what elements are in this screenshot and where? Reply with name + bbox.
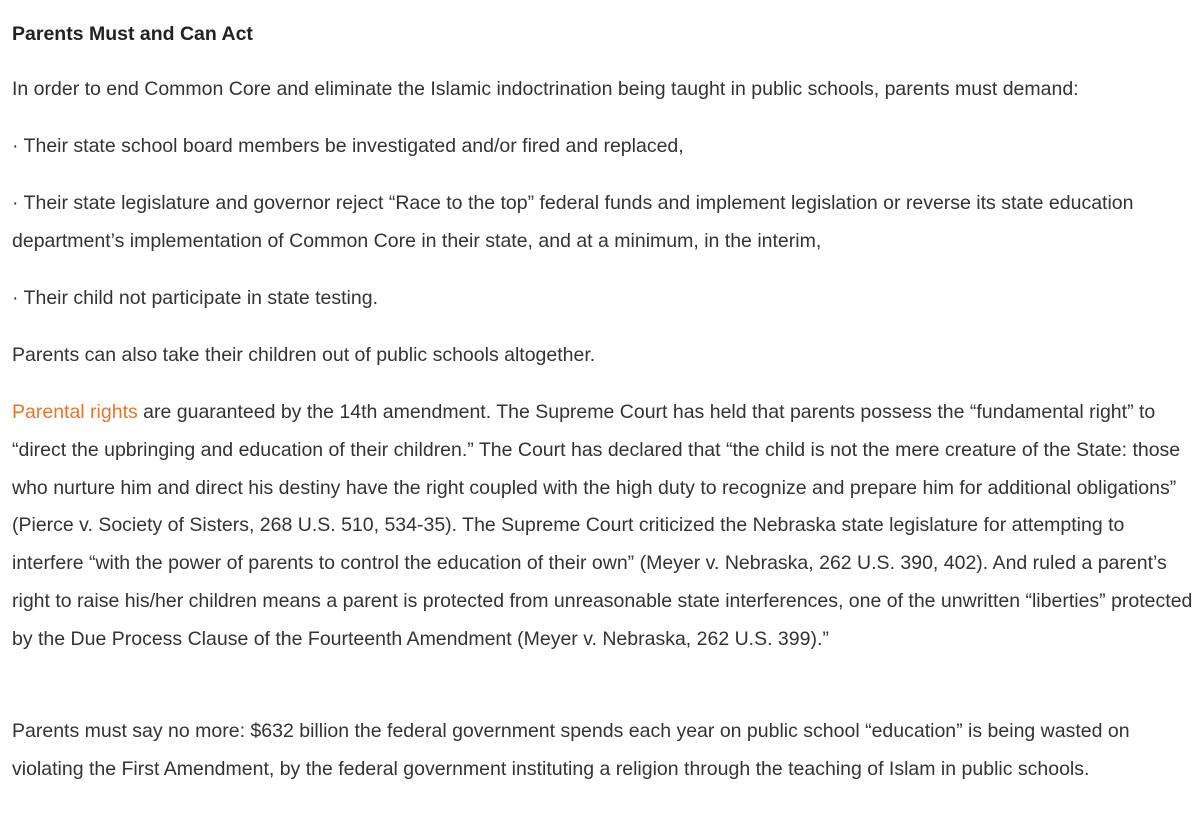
parental-rights-text: are guaranteed by the 14th amendment. The Supreme Court has held that parents possess the “fundamental right” to “direct the upbringing and education of their children.” The Court has declared that “the child is not the mere creature of the State: those who nurture him and direct his destiny have the right coupled with the high duty to recognize and prepare him for additional obligations” (Pierce v. Society of Sisters, 268 U.S. 510, 534-35). The Supreme Court criticized the Nebraska state legislature for attempting to interfere “with the power of parents to control the education of their own” (Meyer v. Nebraska, 262 U.S. 390, 402). And ruled a parent’s right to raise his/her children means a parent is protected from unreasonable state interferences, one of the unwritten “liberties” protected by the Due Process Clause of the Fourteenth Amendment (Meyer v. Nebraska, 262 U.S. 399).” (12, 401, 1193, 650)
bullet-item-testing: · Their child not participate in state testing. (12, 287, 378, 309)
conclusion-paragraph: Parents must say no more: $632 billion the federal government spends each year on public school “education” is being wasted on violating the First Amendment, by the federal government instituting a religion through the teaching of Islam in public schools. (12, 720, 1130, 780)
alternative-paragraph: Parents can also take their children out of public schools altogether. (12, 344, 596, 366)
parental-rights-paragraph (12, 394, 1196, 659)
intro-paragraph: In order to end Common Core and eliminate the Islamic indoctrination being taught in public schools, parents must demand: (12, 78, 1079, 100)
section-heading: Parents Must and Can Act (12, 23, 253, 45)
bullet-item-legislature: · Their state legislature and governor reject “Race to the top” federal funds and implement legislation or reverse its state education department’s implementation of Common Core in their state, and at a minimum, in the interim, (12, 192, 1134, 252)
parental-rights-link[interactable]: Parental rights (12, 401, 138, 423)
bullet-item-school-board: · Their state school board members be investigated and/or fired and replaced, (12, 135, 684, 157)
